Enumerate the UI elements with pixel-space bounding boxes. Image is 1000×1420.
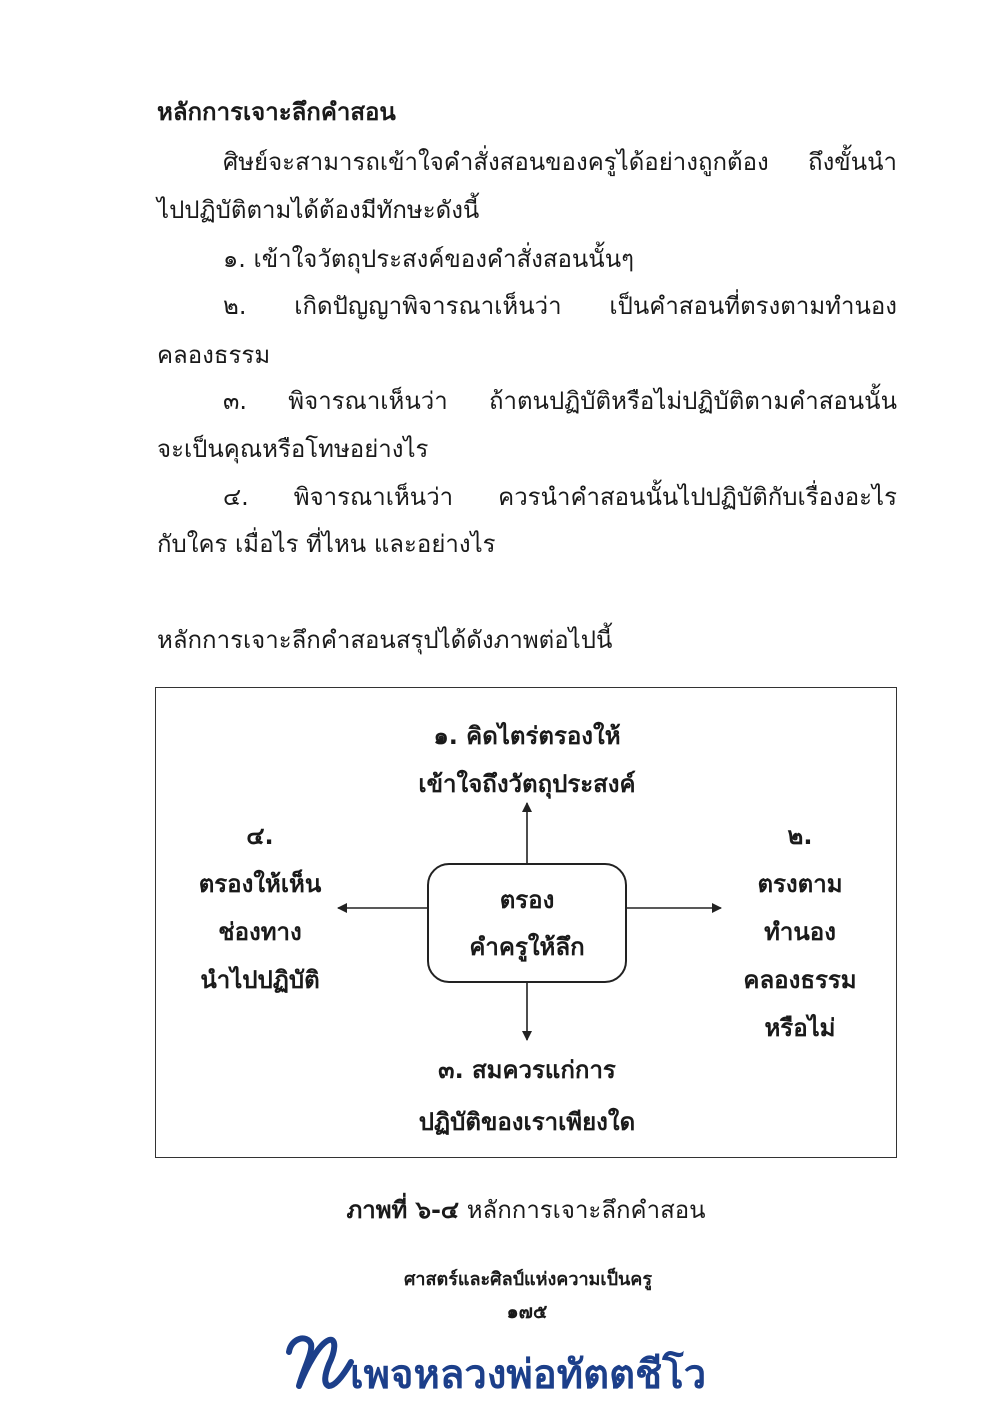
center-line-2: คำครูให้ลึก (469, 933, 585, 961)
list-item-4-line-1: ๔. พิจารณาเห็นว่า ควรนำคำสอนนั้นไปปฏิบัติกับเรื่องอะไร (223, 483, 897, 511)
diagram-bottom-label (340, 1044, 714, 1148)
brand-name: เพจหลวงพ่อทัตตชีโว (350, 1352, 707, 1398)
list-item-3-line-2: จะเป็นคุณหรือโทษอย่างไร (157, 435, 429, 463)
figure-caption (0, 1190, 1000, 1229)
summary-line: หลักการเจาะลึกคำสอนสรุปได้ดังภาพต่อไปนี้ (157, 626, 613, 654)
diagram-top-label (340, 712, 714, 808)
caption-text: หลักการเจาะลึกคำสอน (459, 1196, 706, 1224)
left-line-1: ๔. (246, 822, 274, 850)
book-title: ศาสตร์และศิลป์แห่งความเป็นครู (403, 1269, 653, 1290)
diagram-right-label (705, 812, 895, 1052)
list-item-4-line-2: กับใคร เมื่อไร ที่ไหน และอย่างไร (157, 530, 496, 558)
right-line-5: หรือไม่ (764, 1014, 836, 1042)
section-heading: หลักการเจาะลึกคำสอน (157, 98, 396, 126)
list-item-1: ๑. เข้าใจวัตถุประสงค์ของคำสั่งสอนนั้นๆ (223, 245, 634, 273)
page-number: ๑๗๕ (506, 1301, 548, 1323)
bottom-line-2: ปฏิบัติของเราเพียงใด (418, 1108, 636, 1136)
intro-line-1: ศิษย์จะสามารถเข้าใจคำสั่งสอนของครูได้อย่างถูกต้อง ถึงขั้นนำ (223, 148, 897, 176)
brand-mark-icon (285, 1330, 355, 1392)
diagram-center-node (427, 863, 627, 983)
center-line-1: ตรอง (499, 886, 555, 914)
list-item-2-line-2: คลองธรรม (157, 341, 271, 369)
right-line-4: คลองธรรม (743, 966, 857, 994)
left-line-2: ตรองให้เห็น (198, 870, 322, 898)
bottom-line-1: ๓. สมควรแก่การ (438, 1056, 616, 1084)
top-line-2: เข้าใจถึงวัตถุประสงค์ (418, 770, 636, 798)
caption-label: ภาพที่ ๖-๔ (346, 1196, 460, 1224)
right-line-3: ทำนอง (764, 918, 836, 946)
diagram-left-label (165, 812, 355, 1004)
left-line-4: นำไปปฏิบัติ (200, 966, 320, 994)
list-item-2-line-1: ๒. เกิดปัญญาพิจารณาเห็นว่า เป็นคำสอนที่ตรงตามทำนอง (223, 292, 897, 320)
intro-line-2: ไปปฏิบัติตามได้ต้องมีทักษะดังนี้ (157, 196, 480, 224)
right-line-1: ๒. (787, 822, 813, 850)
right-line-2: ตรงตาม (757, 870, 843, 898)
left-line-3: ช่องทาง (218, 918, 302, 946)
list-item-3-line-1: ๓. พิจารณาเห็นว่า ถ้าตนปฏิบัติหรือไม่ปฏิบัติตามคำสอนนั้น (223, 387, 897, 415)
top-line-1: ๑. คิดไตร่ตรองให้ (433, 722, 621, 750)
